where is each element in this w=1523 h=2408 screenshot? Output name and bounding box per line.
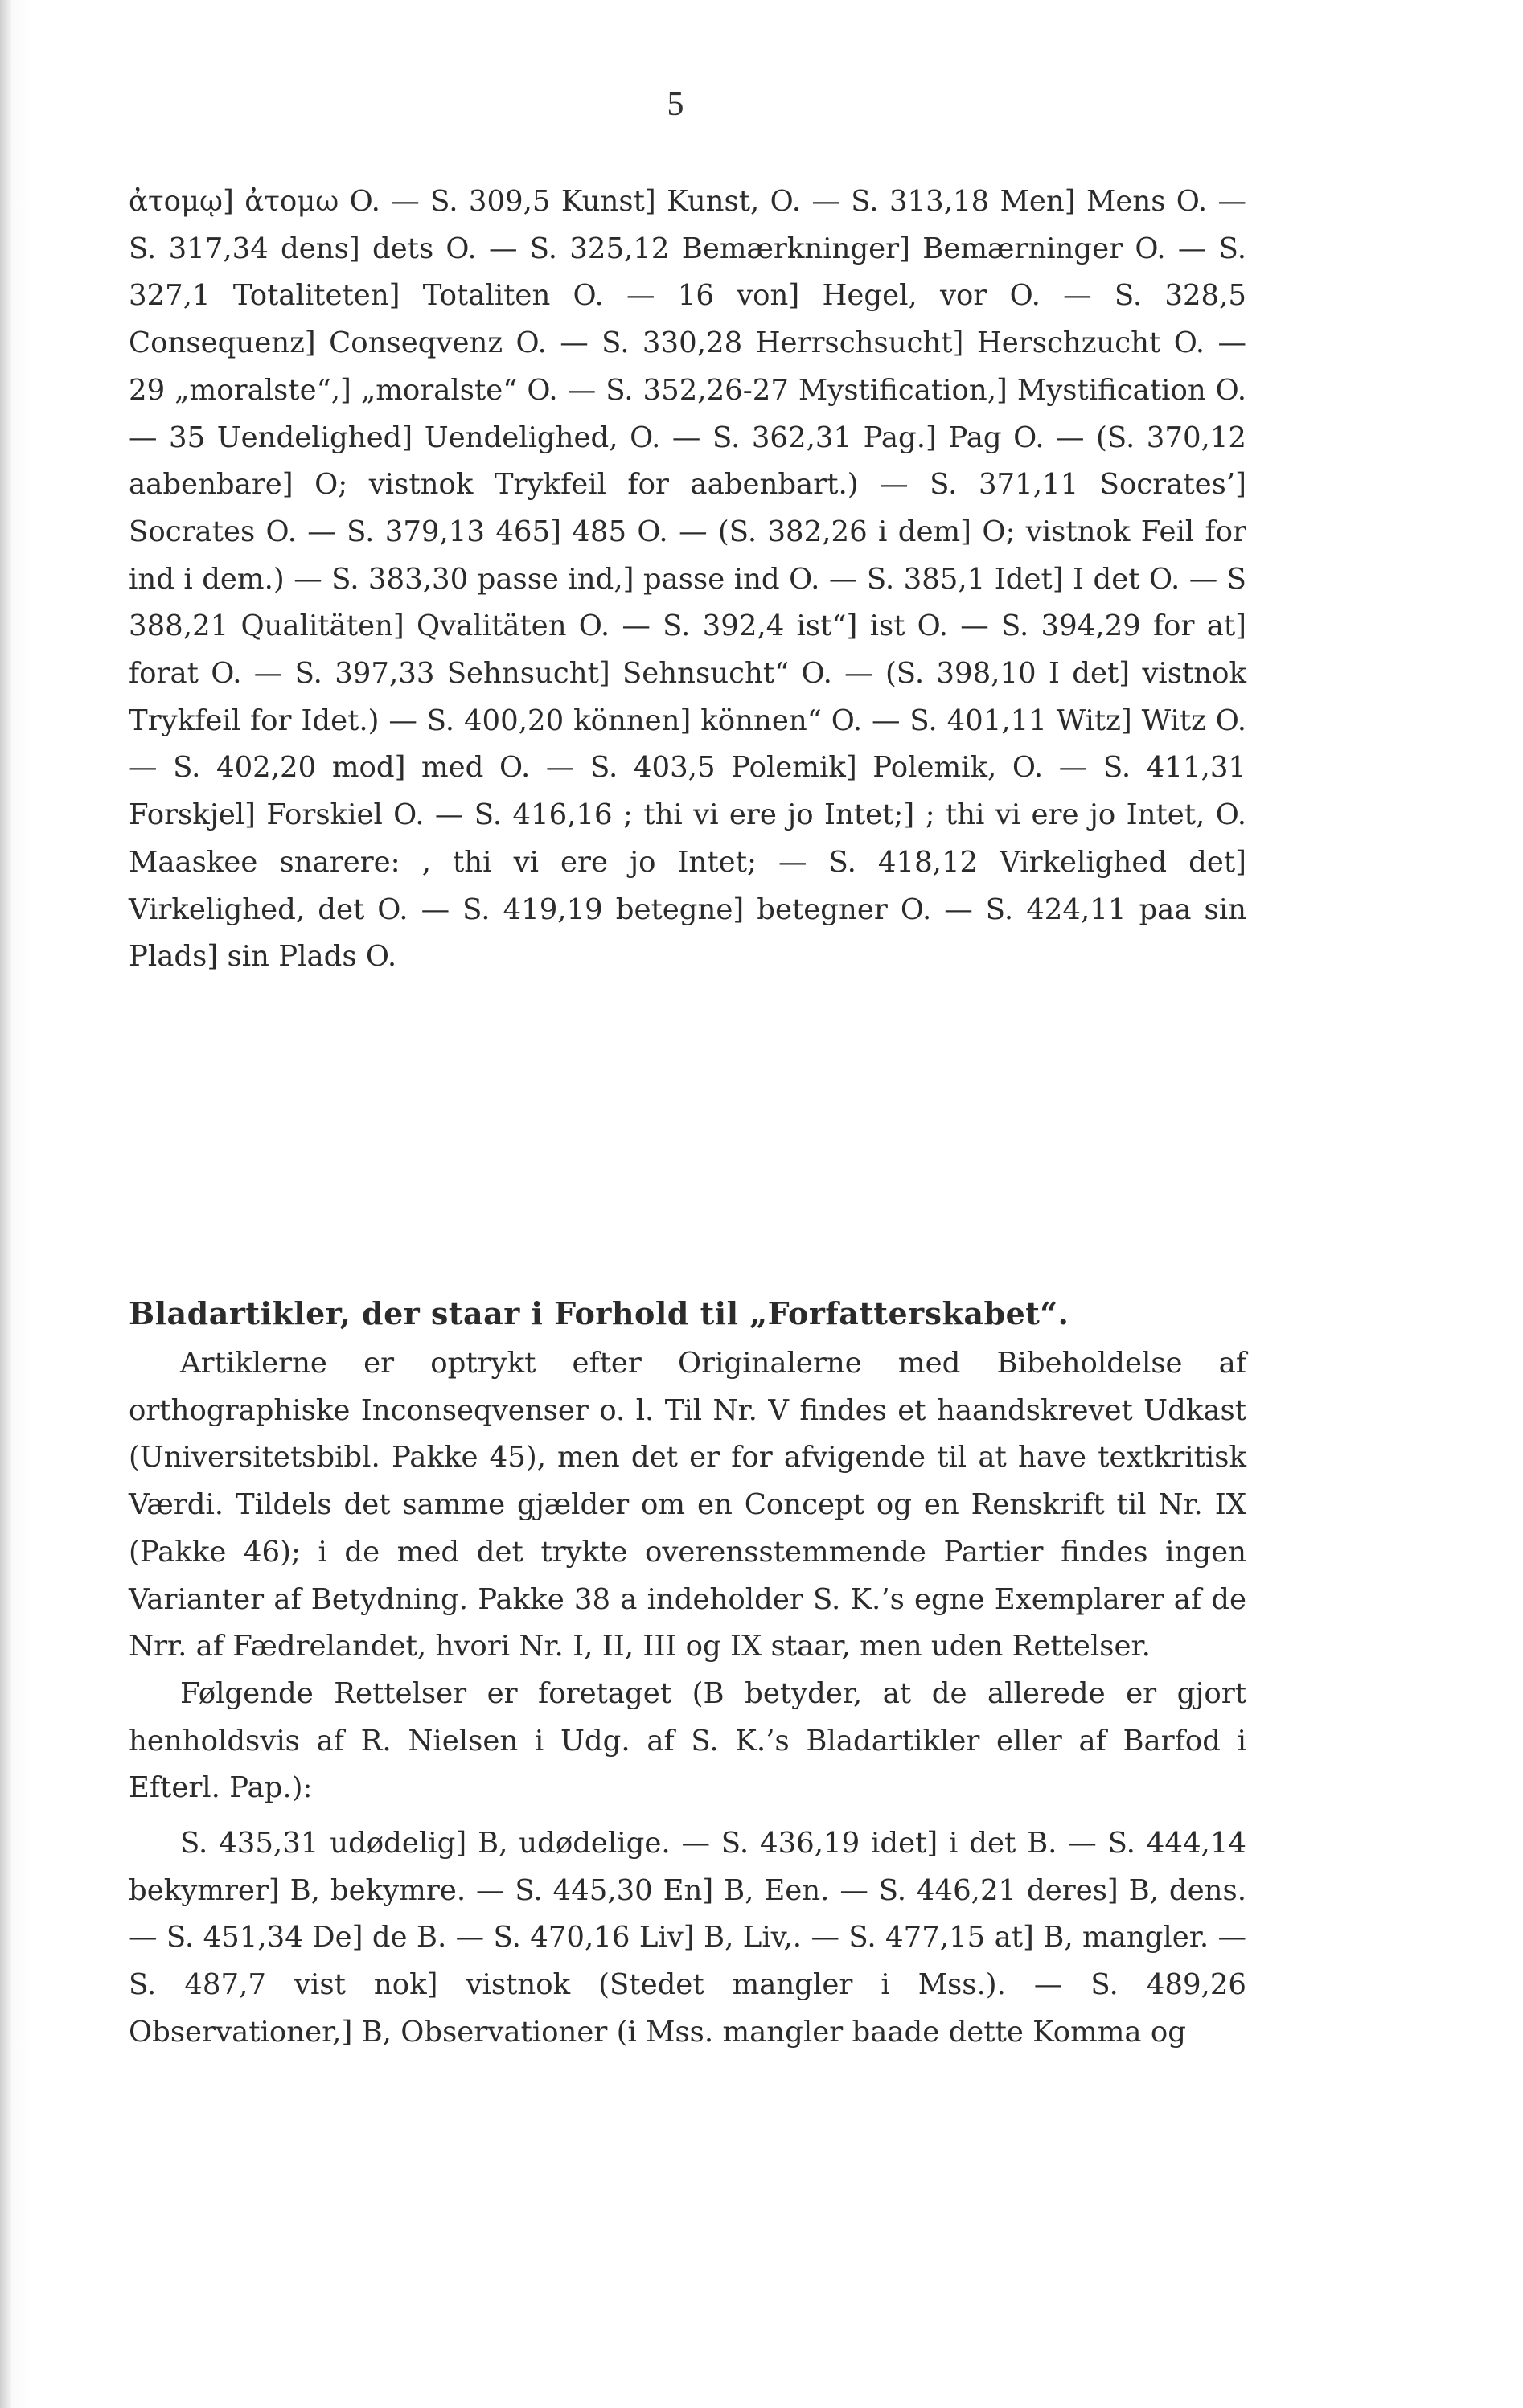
variants-block bbox=[129, 178, 1246, 981]
section-heading: Bladartikler, der staar i Forhold til „Forfatterskabet“. bbox=[129, 1295, 1069, 1331]
variants-paragraph: ἀτομῳ] ἀτομω O. — S. 309,5 Kunst] Kunst, O. — S. 313,18 Men] Mens O. — S. 317,34 dens] dets O. — S. 325,12 Bemærkninger] Bemærninger O. — S. 327,1 Totaliteten] Totaliten O. — 16 von] Hegel, vor O. — S. 328,5 Consequenz] Conseqvenz O. — S. 330,28 Herrschsucht] Herschzucht O. — 29 „moralste“,] „moralste“ O. — S. 352,26-27 Mystification,] Mystification O. — 35 Uendelighed] Uendelighed, O. — S. 362,31 Pag.] Pag O. — (S. 370,12 aabenbare] O; vistnok Trykfeil for aabenbart.) — S. 371,11 Socrates’] Socrates O. — S. 379,13 465] 485 O. — (S. 382,26 i dem] O; vistnok Feil for ind i dem.) — S. 383,30 passe ind,] passe ind O. — S. 385,1 Idet] I det O. — S 388,21 Qualitäten] Qvalitäten O. — S. 392,4 ist“] ist O. — S. 394,29 for at] forat O. — S. 397,33 Sehnsucht] Sehnsucht“ O. — (S. 398,10 I det] vistnok Trykfeil for Idet.) — S. 400,20 können] können“ O. — S. 401,11 Witz] Witz O. — S. 402,20 mod] med O. — S. 403,5 Polemik] Polemik, O. — S. 411,31 Forskjel] Forskiel O. — S. 416,16 ; thi vi ere jo Intet;] ; thi vi ere jo Intet, O. Maaskee snarere: , thi vi ere jo Intet; — S. 418,12 Virkelighed det] Virkelighed, det O. — S. 419,19 betegne] betegner O. — S. 424,11 paa sin Plads] sin Plads O. bbox=[129, 185, 1246, 974]
section-paragraph-1: Artiklerne er optrykt efter Originalerne med Bibeholdelse af orthographiske Inconseqvenser o. l. Til Nr. V findes et haandskrevet Udkast (Universitetsbibl. Pakke 45), men det er for afvigende til at have textkritisk Værdi. Tildels det samme gjælder om en Concept og en Renskrift til Nr. IX (Pakke 46); i de med det trykte overensstemmende Partier findes ingen Varianter af Betydning. Pakke 38 a indeholder S. K.’s egne Exemplarer af de Nrr. af Fædrelandet, hvori Nr. I, II, III og IX staar, men uden Rettelser. bbox=[129, 1347, 1246, 1663]
bladartikler-section bbox=[129, 1290, 1246, 2057]
page-number: 5 bbox=[667, 86, 684, 123]
section-paragraph-2: Følgende Rettelser er foretaget (B betyder, at de allerede er gjort henholdsvis af R. Nielsen i Udg. af S. K.’s Bladartikler eller af Barfod i Efterl. Pap.): bbox=[129, 1676, 1246, 1805]
corrections-list: S. 435,31 udødelig] B, udødelige. — S. 436,19 idet] i det B. — S. 444,14 bekymrer] B, bekymre. — S. 445,30 En] B, Een. — S. 446,21 deres] B, dens. — S. 451,34 De] de B. — S. 470,16 Liv] B, Liv,. — S. 477,15 at] B, mangler. — S. 487,7 vist nok] vistnok (Stedet mangler i Mss.). — S. 489,26 Observationer,] B, Observationer (i Mss. mangler baade dette Komma og bbox=[129, 1827, 1246, 2049]
scan-edge-shadow bbox=[0, 0, 11, 2408]
